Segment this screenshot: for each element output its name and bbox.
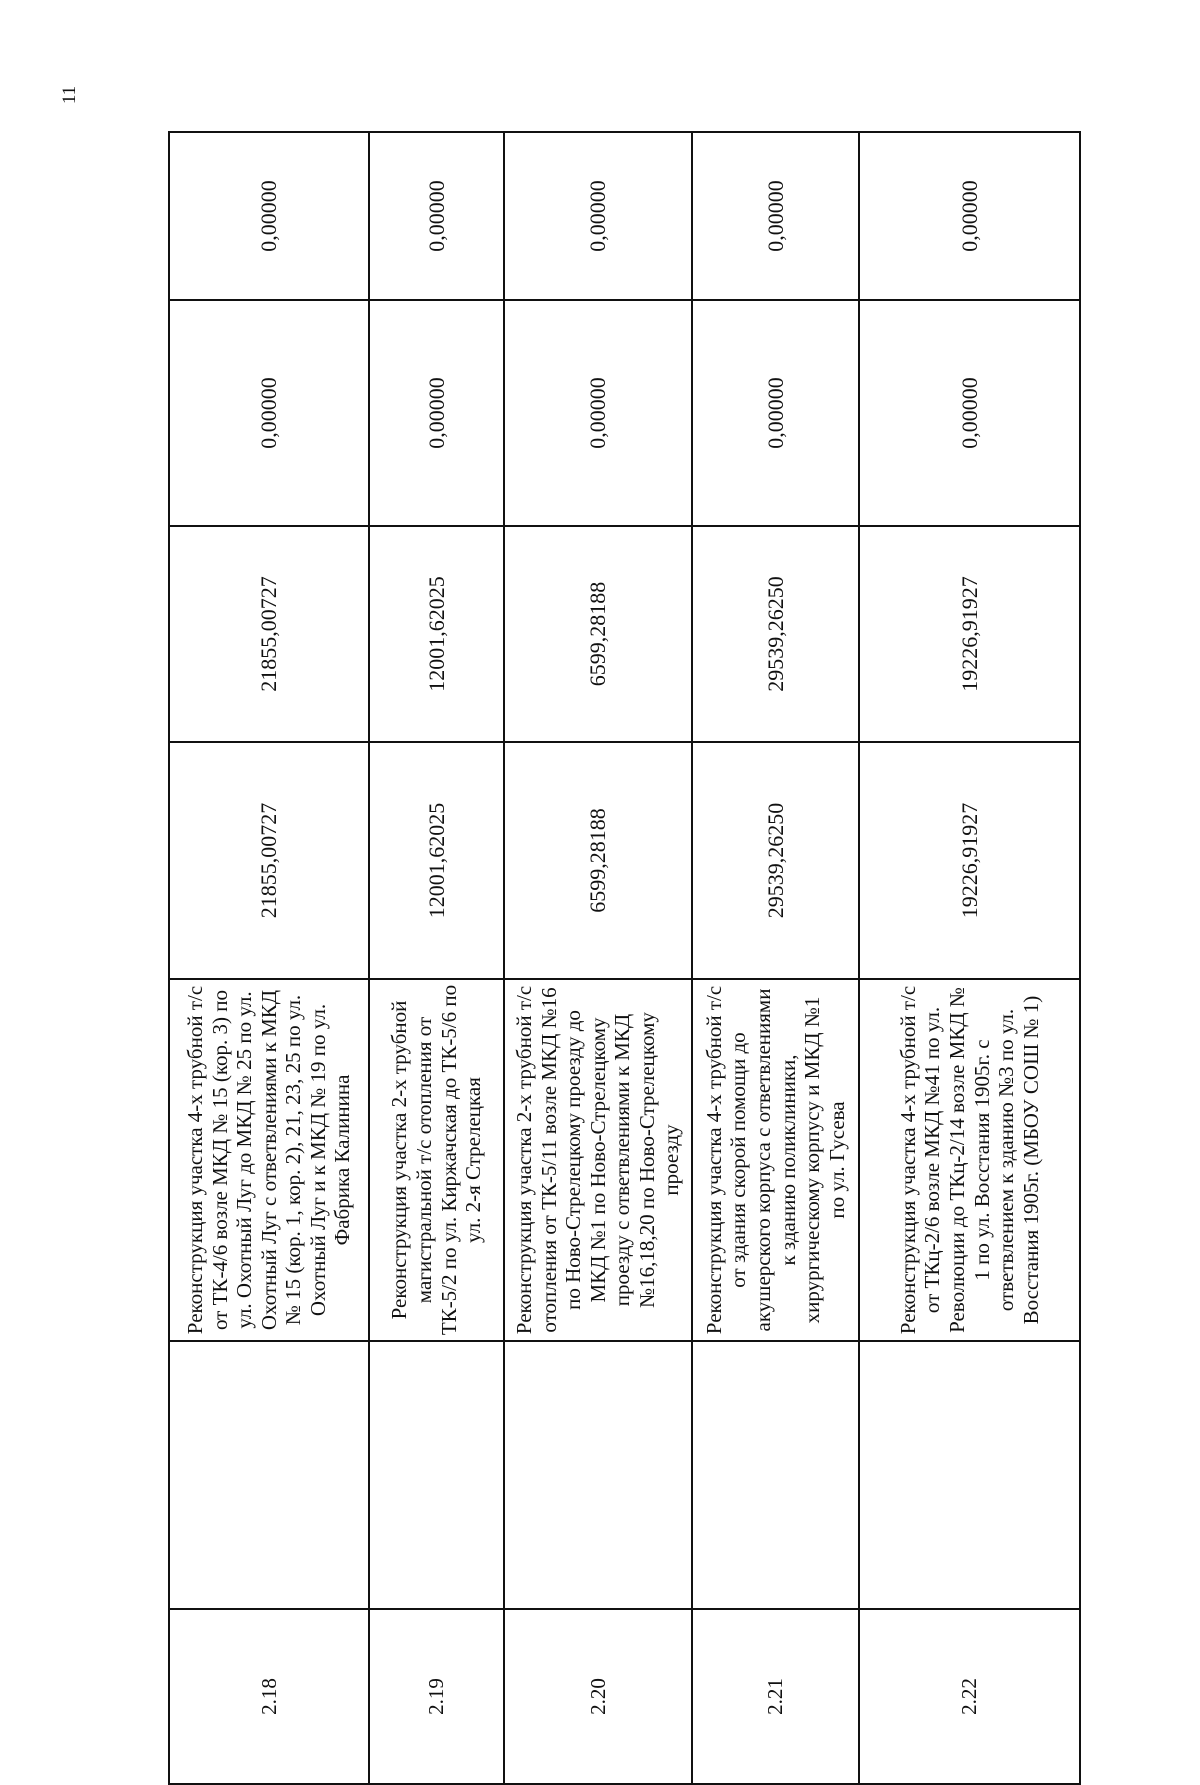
value-total: 6599,28188	[504, 742, 692, 979]
row-number: 2.18	[169, 1609, 369, 1784]
value-total: 12001,62025	[369, 742, 504, 979]
row-number: 2.22	[859, 1609, 1080, 1784]
empty-cell	[169, 1341, 369, 1609]
value-col3: 0,00000	[369, 300, 504, 526]
table-row	[859, 132, 1080, 1784]
table-row	[169, 132, 369, 1784]
project-name: Реконструкция участка 2-х трубной т/с отопления от ТК-5/11 возле МКД №16 по Ново-Стрелецкому проезду до МКД №1 по Ново-Стрелецкому проезду с ответвлениями к МКД №16,18,20 по Ново-Стрелецкому проезду	[504, 979, 692, 1341]
value-col2: 21855,00727	[169, 526, 369, 742]
value-col2: 29539,26250	[692, 526, 859, 742]
row-number: 2.19	[369, 1609, 504, 1784]
project-name: Реконструкция участка 2-х трубной магистральной т/с отопления от ТК-5/2 по ул. Киржачская до ТК-5/6 по ул. 2-я Стрелецкая	[369, 979, 504, 1341]
table-row	[504, 132, 692, 1784]
project-name: Реконструкция участка 4-х трубной т/с от ТК-4/6 возле МКД № 15 (кор. 3) по ул. Охотный Луг до МКД № 25 по ул. Охотный Луг с ответвлениями к МКД № 15 (кор. 1, кор. 2), 21, 23, 25 по ул. Охотный Луг и к МКД № 19 по ул. Фабрика Калинина	[169, 979, 369, 1341]
value-col4: 0,00000	[369, 132, 504, 300]
table-row	[369, 132, 504, 1784]
value-col4: 0,00000	[169, 132, 369, 300]
value-col4: 0,00000	[692, 132, 859, 300]
empty-cell	[859, 1341, 1080, 1609]
value-col4: 0,00000	[859, 132, 1080, 300]
budget-table	[168, 131, 1081, 1785]
value-total: 29539,26250	[692, 742, 859, 979]
value-col3: 0,00000	[504, 300, 692, 526]
row-number: 2.20	[504, 1609, 692, 1784]
project-name: Реконструкция участка 4-х трубной т/с от ТКц-2/6 возле МКД №41 по ул. Революции до ТКц-2/14 возле МКД № 1 по ул. Восстания 1905г. с ответвлением к зданию №3 по ул. Восстания 1905г. (МБОУ СОШ № 1)	[859, 979, 1080, 1341]
project-name: Реконструкция участка 4-х трубной т/с от здания скорой помощи до акушерского корпуса с ответвлениями к зданию поликлиники, хирургическому корпусу и МКД №1 по ул. Гусева	[692, 979, 859, 1341]
value-col3: 0,00000	[169, 300, 369, 526]
value-col3: 0,00000	[859, 300, 1080, 526]
value-col2: 12001,62025	[369, 526, 504, 742]
value-total: 21855,00727	[169, 742, 369, 979]
value-col4: 0,00000	[504, 132, 692, 300]
empty-cell	[692, 1341, 859, 1609]
empty-cell	[504, 1341, 692, 1609]
page-number: 11	[59, 85, 80, 105]
value-col2: 19226,91927	[859, 526, 1080, 742]
row-number: 2.21	[692, 1609, 859, 1784]
value-col2: 6599,28188	[504, 526, 692, 742]
table-row	[692, 132, 859, 1784]
value-col3: 0,00000	[692, 300, 859, 526]
empty-cell	[369, 1341, 504, 1609]
value-total: 19226,91927	[859, 742, 1080, 979]
